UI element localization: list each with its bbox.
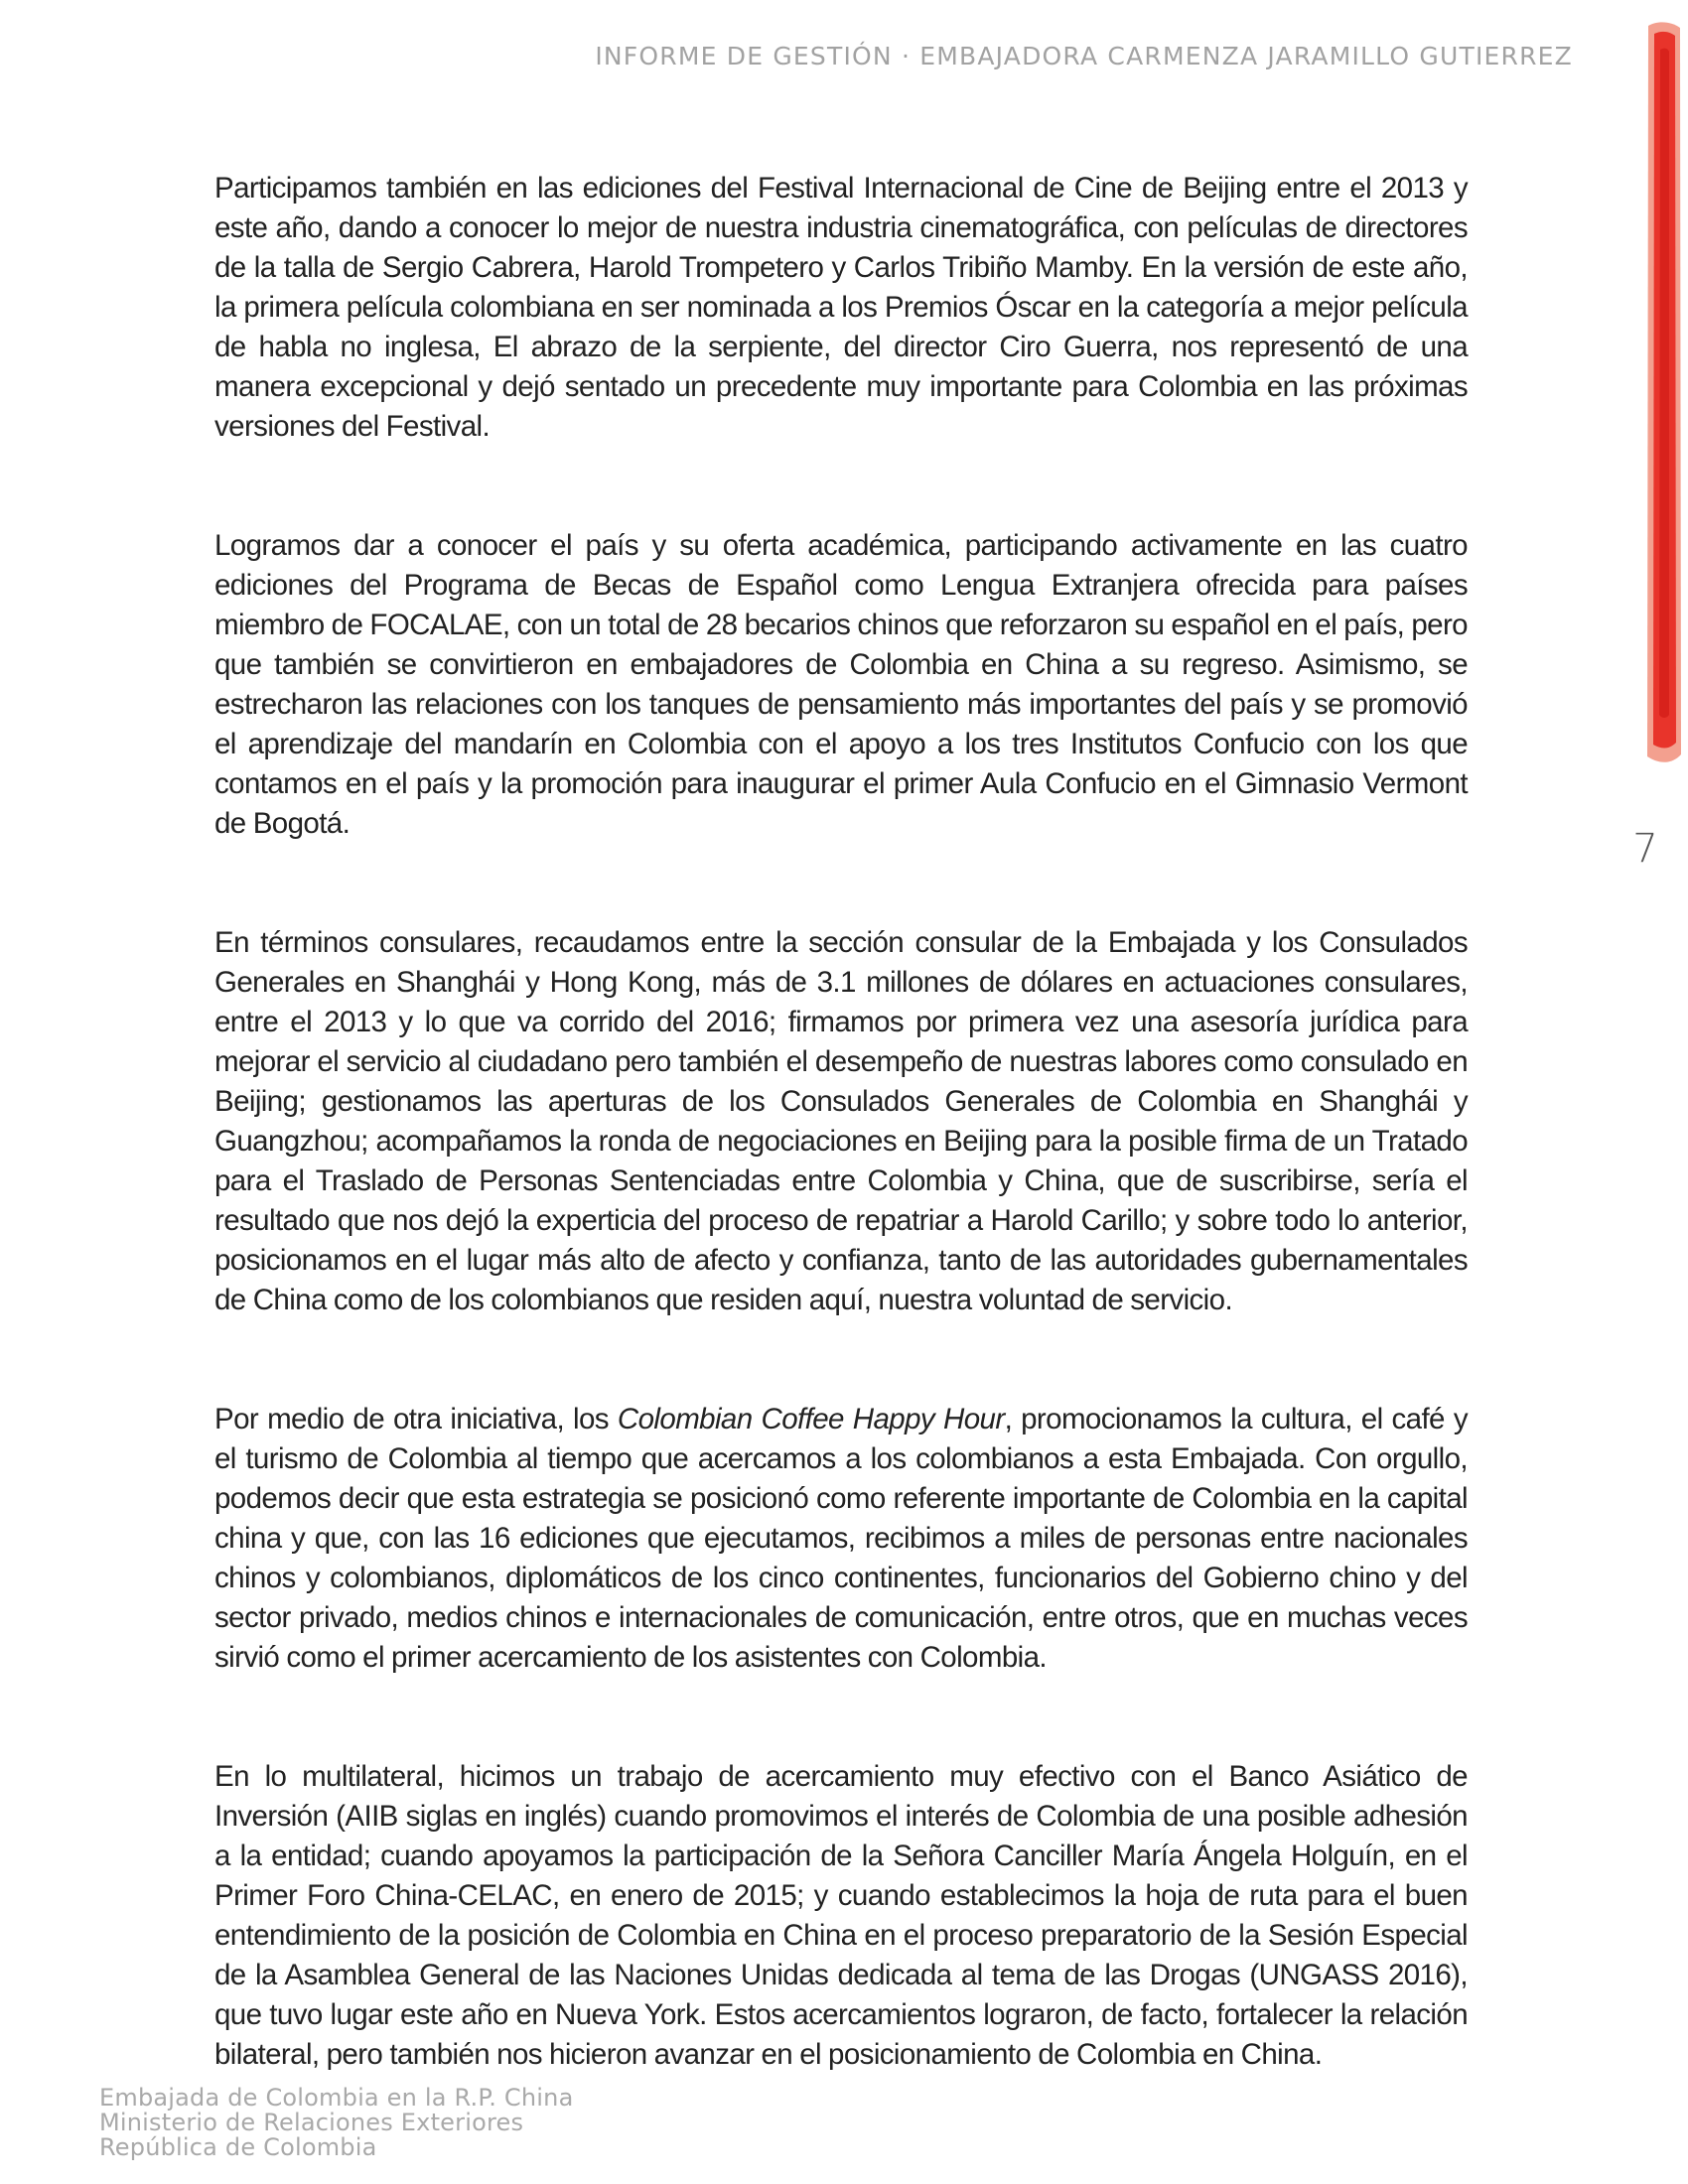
page-number: 7: [1632, 826, 1658, 872]
paragraph-film-festival: Participamos también en las ediciones del Festival Internacional de Cine de Beijing entre el 2013 y este año, dando a conocer lo mejor de nuestra industria cinematográfica, con películas de directores de la talla de Sergio Cabrera, Harold Trompetero y Carlos Tribiño Mamby. En la versión de este año, la primera película colombiana en ser nominada a los Premios Óscar en la categoría a mejor película de habla no inglesa, El abrazo de la serpiente, del director Ciro Guerra, nos representó de una manera excepcional y dejó sentado un precedente muy importante para Colombia en las próximas versiones del Festival.: [214, 172, 1468, 443]
paragraph-coffee-happy-hour: [214, 1400, 1468, 1678]
side-accent-bar-core: [1659, 49, 1669, 718]
paragraph-coffee-body: , promocionamos la cultura, el café y el turismo de Colombia al tiempo que acercamos a los colombianos a esta Embajada. Con orgullo, podemos decir que esta estrategia se posicionó como referente importante de Colombia en la capital china y que, con las 16 ediciones que ejecutamos, recibimos a miles de personas entre nacionales chinos y colombianos, diplomáticos de los cinco continentes, funcionarios del Gobierno chino y del sector privado, medios chinos e internacionales de comunicación, entre otros, que en muchas veces sirvió como el primer acercamiento de los asistentes con Colombia.: [214, 1403, 1468, 1674]
running-header: INFORME DE GESTIÓN · EMBAJADORA CARMENZA JARAMILLO GUTIERREZ: [595, 42, 1573, 70]
footer-embassy: Embajada de Colombia en la R.P. China: [99, 2084, 574, 2112]
footer: [99, 2086, 573, 2160]
body-text: [214, 169, 1468, 2075]
paragraph-coffee-intro: Por medio de otra iniciativa, los: [214, 1403, 618, 1435]
paragraph-consular: En términos consulares, recaudamos entre la sección consular de la Embajada y los Consulados Generales en Shanghái y Hong Kong, más de 3.1 millones de dólares en actuaciones consulares, entre el 2013 y lo que va corrido del 2016; firmamos por primera vez una asesoría jurídica para mejorar el servicio al ciudadano pero también el desempeño de nuestras labores como consulado en Beijing; gestionamos las aperturas de los Consulados Generales de Colombia en Shanghái y Guangzhou; acompañamos la ronda de negociaciones en Beijing para la posible firma de un Tratado para el Traslado de Personas Sentenciadas entre Colombia y China, que de suscribirse, sería el resultado que nos dejó la experticia del proceso de repatriar a Harold Carillo; y sobre todo lo anterior, posicionamos en el lugar más alto de afecto y confianza, tanto de las autoridades gubernamentales de China como de los colombianos que residen aquí, nuestra voluntad de servicio.: [214, 926, 1468, 1316]
paragraph-multilateral: En lo multilateral, hicimos un trabajo de acercamiento muy efectivo con el Banco Asiático de Inversión (AIIB siglas en inglés) cuando promovimos el interés de Colombia de una posible adhesión a la entidad; cuando apoyamos la participación de la Señora Canciller María Ángela Holguín, en el Primer Foro China-CELAC, en enero de 2015; y cuando establecimos la hoja de ruta para el buen entendimiento de la posición de Colombia en China en el proceso preparatorio de la Sesión Especial de la Asamblea General de las Naciones Unidas dedicada al tema de las Drogas (UNGASS 2016), que tuvo lugar este año en Nueva York. Estos acercamientos lograron, de facto, fortalecer la relación bilateral, pero también nos hicieron avanzar en el posicionamiento de Colombia en China.: [214, 1760, 1468, 2071]
coffee-happy-hour-title: Colombian Coffee Happy Hour: [617, 1403, 1005, 1435]
footer-ministry: Ministerio de Relaciones Exteriores: [99, 2109, 524, 2136]
footer-republic: República de Colombia: [99, 2133, 377, 2161]
side-accent-bar: [1646, 20, 1682, 768]
paragraph-academic-offer: Logramos dar a conocer el país y su oferta académica, participando activamente en las cuatro ediciones del Programa de Becas de Español como Lengua Extranjera ofrecida para países miembro de FOCALAE, con un total de 28 becarios chinos que reforzaron su español en el país, pero que también se convirtieron en embajadores de Colombia en China a su regreso. Asimismo, se estrecharon las relaciones con los tanques de pensamiento más importantes del país y se promovió el aprendizaje del mandarín en Colombia con el apoyo a los tres Institutos Confucio con los que contamos en el país y la promoción para inaugurar el primer Aula Confucio en el Gimnasio Vermont de Bogotá.: [214, 529, 1468, 840]
